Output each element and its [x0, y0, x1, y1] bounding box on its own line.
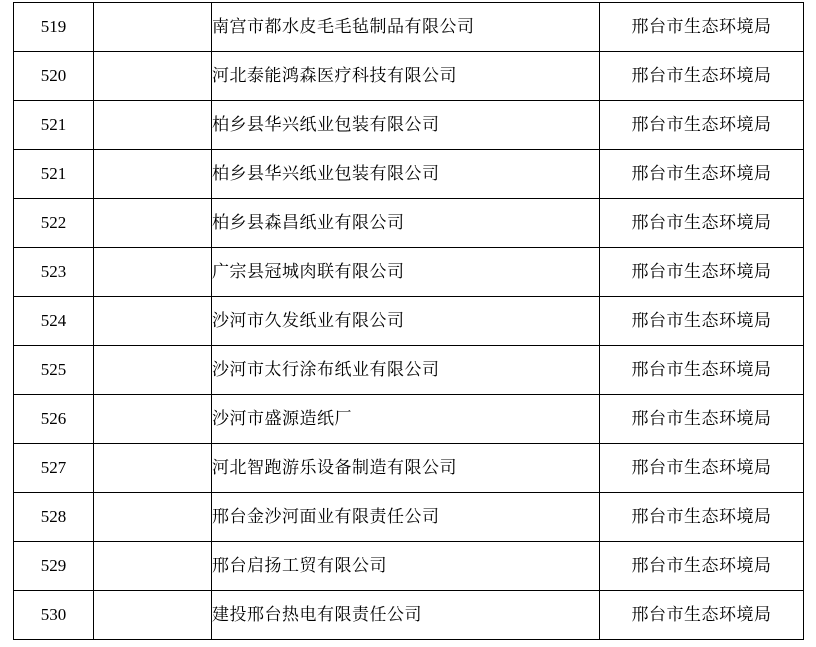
row-enterprise-name: 沙河市盛源造纸厂: [212, 395, 600, 444]
row-blank: [94, 346, 212, 395]
row-sequence: 525: [14, 346, 94, 395]
table-row: [14, 591, 804, 640]
row-enterprise-name: 南宫市都水皮毛毛毡制品有限公司: [212, 3, 600, 52]
row-enterprise-name: 沙河市太行涂布纸业有限公司: [212, 346, 600, 395]
table-row: [14, 493, 804, 542]
row-sequence: 521: [14, 150, 94, 199]
row-sequence: 521: [14, 101, 94, 150]
row-supervising-organization: 邢台市生态环境局: [600, 493, 804, 542]
row-blank: [94, 248, 212, 297]
table-row: [14, 150, 804, 199]
enterprise-table: [13, 2, 804, 640]
row-supervising-organization: 邢台市生态环境局: [600, 395, 804, 444]
row-enterprise-name: 邢台金沙河面业有限责任公司: [212, 493, 600, 542]
row-supervising-organization: 邢台市生态环境局: [600, 101, 804, 150]
table-row: [14, 346, 804, 395]
row-enterprise-name: 河北智跑游乐设备制造有限公司: [212, 444, 600, 493]
table-row: [14, 444, 804, 493]
row-sequence: 527: [14, 444, 94, 493]
table-row: [14, 248, 804, 297]
table-row: [14, 101, 804, 150]
row-enterprise-name: 柏乡县华兴纸业包装有限公司: [212, 150, 600, 199]
table-row: [14, 297, 804, 346]
row-supervising-organization: 邢台市生态环境局: [600, 248, 804, 297]
row-supervising-organization: 邢台市生态环境局: [600, 3, 804, 52]
row-blank: [94, 297, 212, 346]
document-page: [0, 2, 816, 647]
table-row: [14, 395, 804, 444]
row-blank: [94, 493, 212, 542]
row-enterprise-name: 河北泰能鸿森医疗科技有限公司: [212, 52, 600, 101]
row-enterprise-name: 柏乡县华兴纸业包装有限公司: [212, 101, 600, 150]
row-blank: [94, 101, 212, 150]
table-row: [14, 542, 804, 591]
row-supervising-organization: 邢台市生态环境局: [600, 346, 804, 395]
row-blank: [94, 3, 212, 52]
row-blank: [94, 542, 212, 591]
row-blank: [94, 52, 212, 101]
table-body: [14, 3, 804, 640]
row-sequence: 519: [14, 3, 94, 52]
row-enterprise-name: 沙河市久发纸业有限公司: [212, 297, 600, 346]
row-blank: [94, 150, 212, 199]
row-supervising-organization: 邢台市生态环境局: [600, 444, 804, 493]
row-sequence: 530: [14, 591, 94, 640]
row-blank: [94, 444, 212, 493]
row-supervising-organization: 邢台市生态环境局: [600, 52, 804, 101]
row-sequence: 524: [14, 297, 94, 346]
row-supervising-organization: 邢台市生态环境局: [600, 150, 804, 199]
row-sequence: 528: [14, 493, 94, 542]
row-sequence: 520: [14, 52, 94, 101]
table-row: [14, 3, 804, 52]
row-enterprise-name: 柏乡县森昌纸业有限公司: [212, 199, 600, 248]
row-enterprise-name: 建投邢台热电有限责任公司: [212, 591, 600, 640]
row-supervising-organization: 邢台市生态环境局: [600, 542, 804, 591]
row-supervising-organization: 邢台市生态环境局: [600, 297, 804, 346]
row-blank: [94, 395, 212, 444]
row-enterprise-name: 邢台启扬工贸有限公司: [212, 542, 600, 591]
row-blank: [94, 591, 212, 640]
table-row: [14, 199, 804, 248]
row-blank: [94, 199, 212, 248]
row-sequence: 529: [14, 542, 94, 591]
row-sequence: 522: [14, 199, 94, 248]
row-supervising-organization: 邢台市生态环境局: [600, 199, 804, 248]
row-sequence: 523: [14, 248, 94, 297]
row-enterprise-name: 广宗县冠城肉联有限公司: [212, 248, 600, 297]
table-row: [14, 52, 804, 101]
row-sequence: 526: [14, 395, 94, 444]
row-supervising-organization: 邢台市生态环境局: [600, 591, 804, 640]
